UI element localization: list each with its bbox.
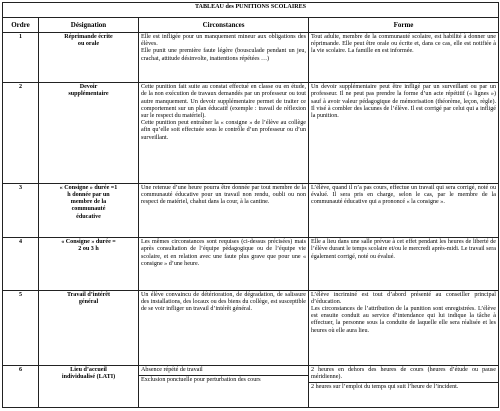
cell-designation-line: h donnée par un [67, 192, 110, 198]
cell-circonstances [139, 366, 309, 408]
cell-designation [39, 366, 139, 408]
cell-ordre: 2 [3, 83, 39, 184]
cell-circonstances-line: Exclusion ponctuelle pour perturbation des cours [139, 375, 308, 384]
cell-circonstances-line: Un élève convaincu de détérioration, de dégradation, de salissure des installations, des locaux ou des biens du collège, est susceptible de se voir infliger un travail d’intérêt général. [141, 291, 306, 313]
punitions-table [2, 2, 499, 408]
cell-ordre: 3 [3, 183, 39, 237]
cell-designation-line: 2 ou 3 h [78, 246, 99, 253]
cell-forme [309, 183, 499, 237]
cell-designation-line: « Consigne » durée = [61, 239, 116, 246]
cell-designation [39, 183, 139, 237]
cell-designation-line: Lieu d’accueil [70, 367, 107, 374]
cell-circonstances-line: Elle est infligée pour un manquement mineur aux obligations des élèves. [141, 34, 306, 48]
cell-circonstances [139, 183, 309, 237]
cell-circonstances-line: Cette punition fait suite au constat effectué en classe ou en étude, de la non exécution de travaux demandés par un professeur ou tout autre manquement. Un devoir supplémentaire permet de traiter ce comportement sur un plan éducatif (exemple : travail de réflexion sur le respect du matériel). [141, 84, 306, 120]
cell-forme [309, 33, 499, 83]
cell-designation [39, 238, 139, 290]
table-row [3, 238, 499, 290]
cell-forme-line: Un devoir supplémentaire peut être infligé par un surveillant ou par un professeur. Il ne peut pas prendre la forme d’un acte répétitif (« lignes ») sauf à avoir valeur pédagogique de mémorisation (théorème, leçon, règle). Il visé à combler des lacunes de l’élève. Il est corrigé par celui qui a infligé la punition. [311, 84, 496, 120]
cell-circonstances-line: Elle punit une première faute légère (bousculade pendant un jeu, crachat, attitude désinvolte, inattentions répétées …) [141, 48, 306, 62]
cell-forme [309, 290, 499, 365]
cell-designation-line: membre de la [70, 199, 107, 206]
table-row [3, 33, 499, 83]
cell-designation-line: éducative [76, 213, 101, 220]
header-circonstances: Circonstances [139, 18, 309, 33]
cell-ordre: 4 [3, 238, 39, 290]
cell-forme [309, 238, 499, 290]
cell-circonstances-line: Cette punition peut entraîner la « consigne » de l’élève au collège afin qu’elle soit effectuée sous le contrôle d’un professeur ou d’un surveillant. [141, 120, 306, 141]
cell-forme [309, 366, 499, 408]
cell-forme [309, 83, 499, 184]
cell-ordre: 5 [3, 290, 39, 365]
cell-designation [39, 83, 139, 184]
cell-designation-line: ou orale [77, 41, 100, 48]
cell-ordre: 6 [3, 366, 39, 408]
table-body [3, 33, 499, 408]
cell-forme-line: Elle a lieu dans une salle prévue à cet effet pendant les heures de liberté de l’élève durant le temps scolaire et/ou le mercredi après-midi. Le travail sera également corrigé, noté ou évalué. [311, 239, 496, 260]
table-row [3, 290, 499, 365]
cell-designation-line: Réprimande écrite [64, 34, 113, 40]
cell-designation-line: individualisé (LATI) [61, 374, 116, 381]
table-row [3, 183, 499, 237]
header-forme: Forme [309, 18, 499, 33]
cell-forme-line: 2 heures sur l’emploi du temps qui suit l’heure de l’incident. [309, 382, 498, 391]
cell-forme-line: Les circonstances de l’attribution de la punition sont enregistrées. L’élève est ensuite conduit au service d’intendance qui lui indique la tâche à effectuer, la personne sous la conduite de laquelle elle sera réalisée et les heures où elle aura lieu. [311, 306, 496, 334]
cell-forme-line: L’élève incriminé est tout d’abord présenté au conseiller principal d’éducation. [311, 291, 496, 305]
cell-designation-line: supplémentaire [68, 91, 109, 98]
cell-circonstances [139, 238, 309, 290]
cell-circonstances-line: Une retenue d’une heure pourra être donnée par tout membre de la communauté éducative pour un travail non rendu, oubli ou non respect de matériel, chahut dans la cour, à la cantine. [141, 184, 306, 206]
header-designation: Désignation [39, 18, 139, 33]
cell-circonstances-line: Absence répété de travail [141, 367, 203, 374]
cell-forme-line: L’élève, quand il n’a pas cours, effectue un travail qui sera corrigé, noté ou évalué. Il sera pris en charge, selon le cas, par le membre de la communauté éducative qui a prononcé « la consigne ». [311, 184, 496, 206]
cell-designation-line: « Consigne » durée =1 [59, 184, 118, 191]
cell-circonstances [139, 290, 309, 365]
cell-circonstances [139, 83, 309, 184]
cell-designation-line: Devoir [79, 84, 98, 91]
cell-designation-line: communauté [71, 206, 106, 213]
cell-circonstances [139, 33, 309, 83]
table-title: TABLEAU des PUNITIONS SCOLAIRES [3, 3, 499, 18]
cell-designation [39, 33, 139, 83]
cell-forme-line: 2 heures en dehors des heures de cours (heures d’étude ou pause méridienne). [311, 367, 496, 381]
cell-designation [39, 290, 139, 365]
header-ordre: Ordre [3, 18, 39, 33]
cell-designation-line: général [78, 298, 99, 305]
table-row [3, 366, 499, 408]
cell-circonstances-line: Les mêmes circonstances sont requises (ci-dessus précisées) mais après consultation de l’équipe pédagogique ou de l’équipe vie scolaire, et en relation avec une faute plus grave que pour une « consigne » d’une heure. [141, 239, 306, 267]
cell-forme-line: Tout adulte, membre de la communauté scolaire, est habilité à donner une réprimande. Elle peut être orale ou écrite et, dans ce cas, elle est notifiée à la vie scolaire. La famille en est informée. [311, 34, 496, 55]
cell-designation-line: Travail d’intérêt [66, 291, 111, 298]
cell-ordre: 1 [3, 33, 39, 83]
table-row [3, 83, 499, 184]
